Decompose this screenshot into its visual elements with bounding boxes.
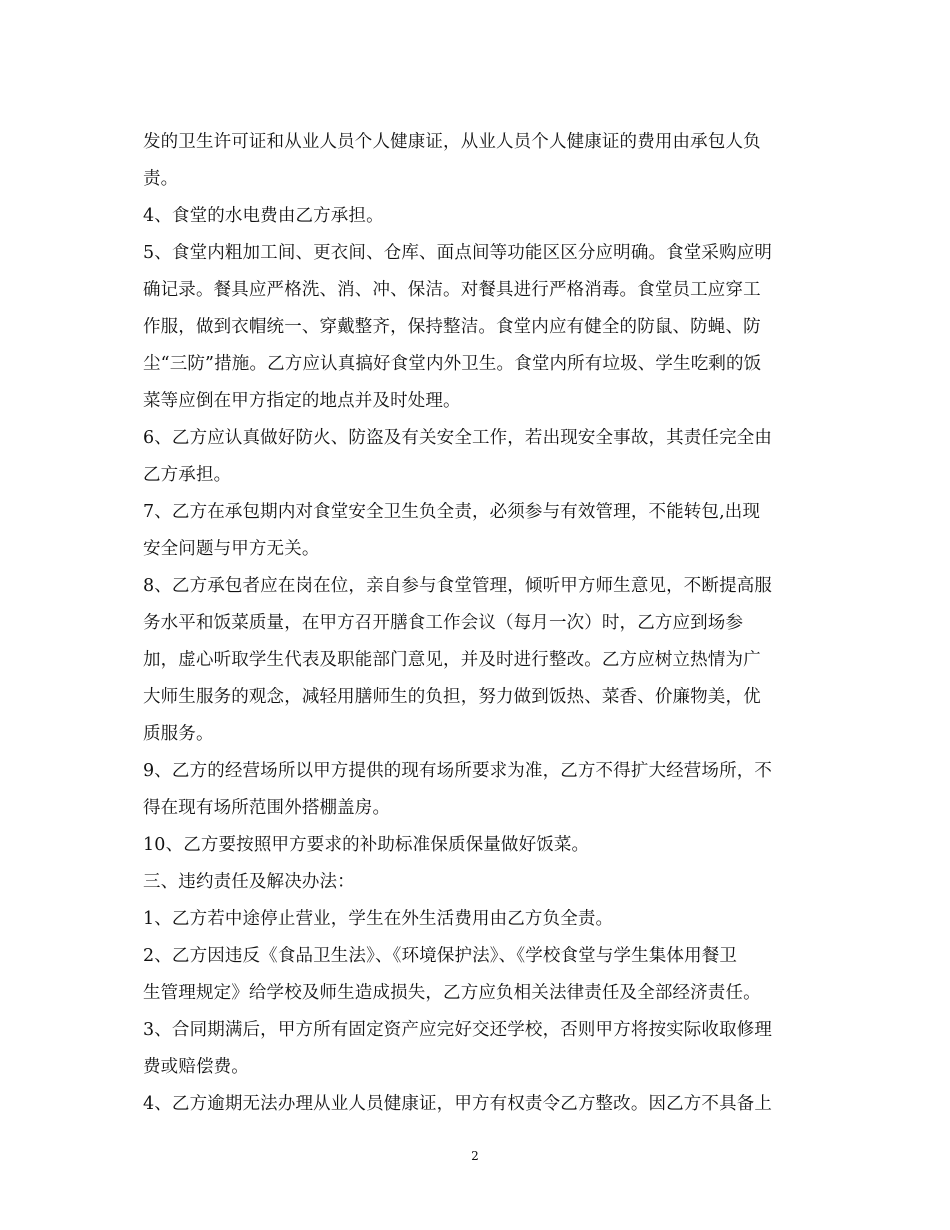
text-line: 生管理规定》给学校及师生造成损失，乙方应负相关法律责任及全部经济责任。: [143, 983, 761, 1003]
text-line: 8、乙方承包者应在岗在位，亲自参与食堂管理，倾听甲方师生意见，不断提高服: [143, 576, 773, 596]
text-line: 4、食堂的水电费由乙方承担。: [143, 206, 384, 226]
text-line: 发的卫生许可证和从业人员个人健康证，从业人员个人健康证的费用由承包人负: [143, 132, 761, 152]
text-line: 责。: [143, 169, 179, 189]
text-line: 大师生服务的观念，减轻用膳师生的负担，努力做到饭热、菜香、价廉物美，优: [143, 687, 761, 707]
text-line: 9、乙方的经营场所以甲方提供的现有场所要求为准，乙方不得扩大经营场所，不: [143, 761, 773, 781]
text-line: 加，虚心听取学生代表及职能部门意见，并及时进行整改。乙方应树立热情为广: [143, 650, 761, 670]
text-line: 6、乙方应认真做好防火、防盗及有关安全工作，若出现安全事故，其责任完全由: [143, 428, 773, 448]
text-line: 4、乙方逾期无法办理从业人员健康证，甲方有权责令乙方整改。因乙方不具备上: [143, 1094, 773, 1114]
page-number: 2: [471, 1149, 479, 1163]
text-line: 尘“三防”措施。乙方应认真搞好食堂内外卫生。食堂内所有垃圾、学生吃剩的饭: [143, 354, 762, 374]
text-line: 确记录。餐具应严格洗、消、冲、保洁。对餐具进行严格消毒。食堂员工应穿工: [143, 280, 761, 300]
text-line: 质服务。: [143, 724, 214, 744]
text-line: 1、乙方若中途停止营业，学生在外生活费用由乙方负全责。: [143, 909, 614, 929]
text-line: 务水平和饭菜质量，在甲方召开膳食工作会议（每月一次）时，乙方应到场参: [143, 613, 744, 633]
text-line: 安全问题与甲方无关。: [143, 539, 320, 559]
text-line: 得在现有场所范围外搭棚盖房。: [143, 798, 391, 818]
text-line: 2、乙方因违反《食品卫生法》、《环境保护法》、《学校食堂与学生集体用餐卫: [143, 946, 738, 966]
text-line: 作服，做到衣帽统一、穿戴整齐，保持整洁。食堂内应有健全的防鼠、防蝇、防: [143, 317, 761, 337]
text-line: 乙方承担。: [143, 465, 232, 485]
section-heading: 三、违约责任及解决办法：: [143, 872, 355, 892]
text-line: 费或赔偿费。: [143, 1057, 249, 1077]
text-line: 菜等应倒在甲方指定的地点并及时处理。: [143, 391, 461, 411]
text-line: 7、乙方在承包期内对食堂安全卫生负全责，必须参与有效管理，不能转包,出现: [143, 502, 761, 522]
text-line: 5、食堂内粗加工间、更衣间、仓库、面点间等功能区区分应明确。食堂采购应明: [143, 243, 773, 263]
text-line: 3、合同期满后，甲方所有固定资产应完好交还学校，否则甲方将按实际收取修理: [143, 1020, 773, 1040]
text-line: 10、乙方要按照甲方要求的补助标准保质保量做好饭菜。: [143, 835, 590, 855]
